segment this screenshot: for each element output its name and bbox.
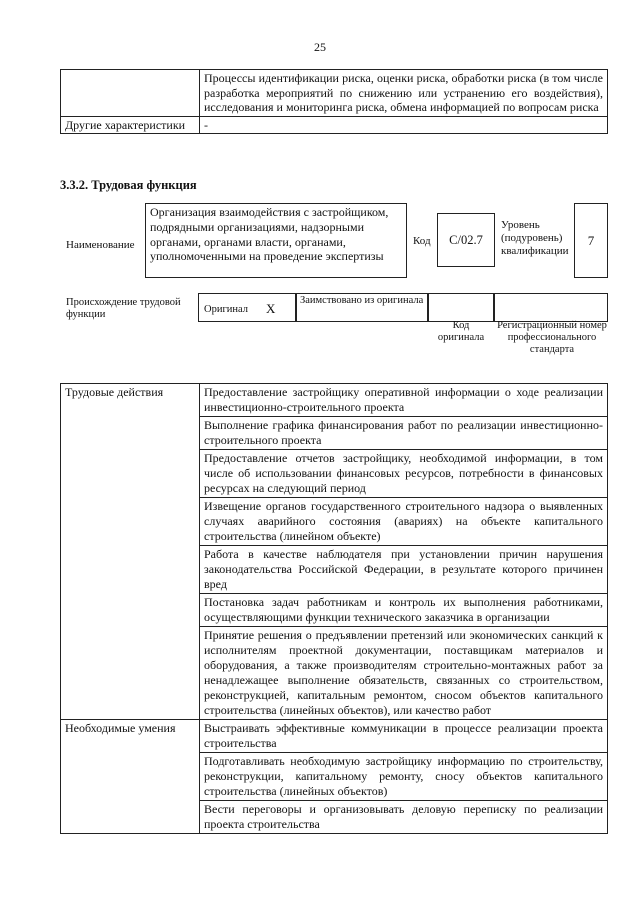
labor-action-item: Предоставление отчетов застройщику, необходимой информации, в том числе об использовании финансовых ресурсов, потребности в финансовых ресурсах на следующий период [200,450,608,498]
other-characteristics-value: - [200,116,608,134]
qualification-level: 7 [574,203,608,278]
name-label: Наименование [66,239,135,251]
labor-action-item: Извещение органов государственного строительного надзора о выявленных случаях аварийного состояния (авариях) на объекте капитального строительства (линейном объекте) [200,498,608,546]
borrowed-label: Заимствовано из оригинала [300,295,424,306]
labor-action-item: Постановка задач работникам и контроль их выполнения работниками, осуществляющими функции технического заказчика в организации [200,594,608,627]
reg-number-cell [494,293,608,322]
qualification-level-label: Уровень (подуровень) квалификации [501,219,569,257]
labor-actions-label: Трудовые действия [61,384,200,720]
skill-item: Выстраивать эффективные коммуникации в процессе реализации проекта строительства [200,720,608,753]
labor-action-item: Выполнение графика финансирования работ по реализации инвестиционно-строительного проекта [200,417,608,450]
origin-label: Происхождение трудовой функции [66,297,181,320]
reg-number-label: Регистрационный номер профессионального стандарта [497,320,607,355]
empty-cell [61,70,200,117]
labor-function-table [60,383,608,834]
labor-action-item: Работа в качестве наблюдателя при установлении причин нарушения законодательства Российской Федерации, в результате которого причинен вред [200,546,608,594]
skill-item: Подготавливать необходимую застройщику информацию по строительству, реконструкции, капитальному ремонту, сносу объектов капитального строительства (линейных объектов) [200,753,608,801]
code-original-label: Код оригинала [437,320,485,343]
skill-item: Вести переговоры и организовывать деловую переписку по реализации проекта строительства [200,801,608,834]
original-mark: X [266,301,276,316]
code-label: Код [413,235,431,247]
characteristics-table [60,69,608,134]
page-number: 25 [314,40,326,54]
labor-action-item: Принятие решения о предъявлении претензий или экономических санкций к исполнителям проектной документации, поставщикам материалов и оборудования, а также производителям строительно-монтажных работ за ненадлежащее выполнение обязательств, связанных со строительством, реконструкцией, капитальным ремонтом, сносом объектов капитального строительства (линейных объектов), или качество работ [200,627,608,720]
section-heading: 3.3.2. Трудовая функция [60,178,197,192]
code-original-cell [428,293,494,322]
function-code: C/02.7 [437,213,495,267]
other-characteristics-label: Другие характеристики [61,116,200,134]
function-name: Организация взаимодействия с застройщиком, подрядными организациями, надзорными органами, органами власти, органами, уполномоченными на проведение экспертизы [145,203,407,278]
labor-action-item: Предоставление застройщику оперативной информации о ходе реализации инвестиционно-строительного проекта [200,384,608,417]
original-label: Оригинал [204,304,248,315]
risk-processes-text: Процессы идентификации риска, оценки риска, обработки риска (в том числе разработка мероприятий по снижению или устранению его воздействия), исследования и мониторинга риска, обмена информацией по вопросам риска [200,70,608,117]
skills-label: Необходимые умения [61,720,200,834]
